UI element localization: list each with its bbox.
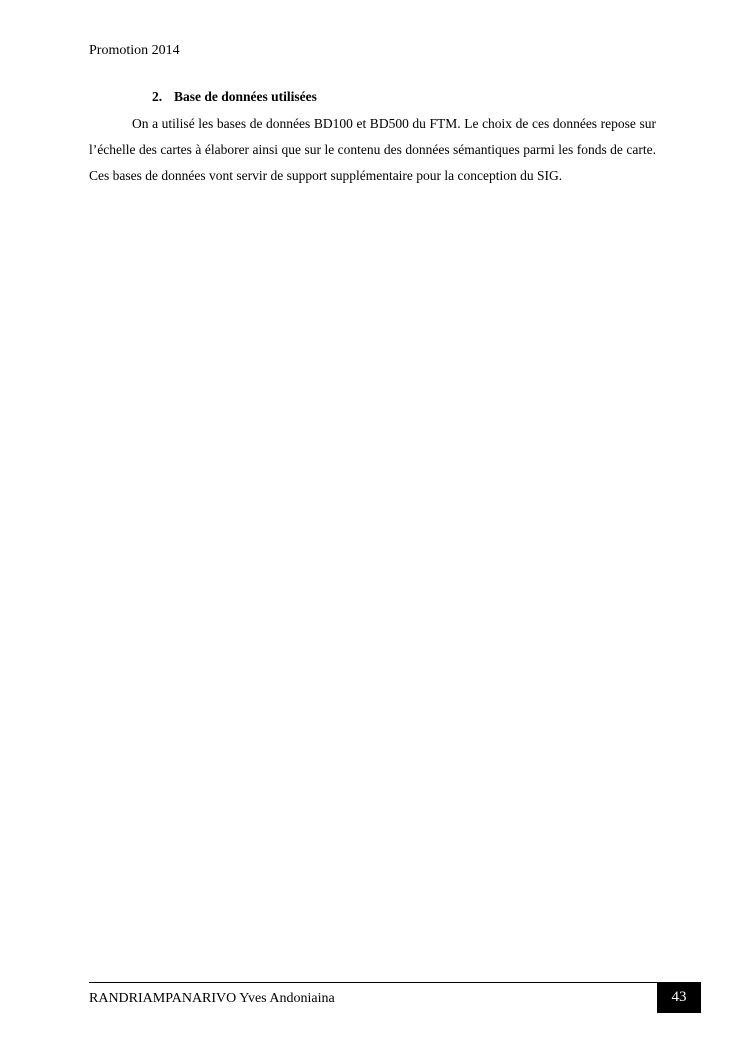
footer-divider [89,982,657,983]
section-number: 2. [152,89,163,104]
body-paragraph: On a utilisé les bases de données BD100 et BD500 du FTM. Le choix de ces données repose sur l’échelle des cartes à élaborer ainsi que sur le contenu des données sémantiques parmi les fonds de carte. Ces bases de données vont servir de support supplémentaire pour la conception du SIG. [89,116,656,183]
footer-author: RANDRIAMPANARIVO Yves Andoniaina [89,991,335,1006]
page-number: 43 [657,982,701,1013]
section-heading [152,89,317,105]
running-header: Promotion 2014 [89,43,180,58]
section-title: Base de données utilisées [174,89,317,104]
